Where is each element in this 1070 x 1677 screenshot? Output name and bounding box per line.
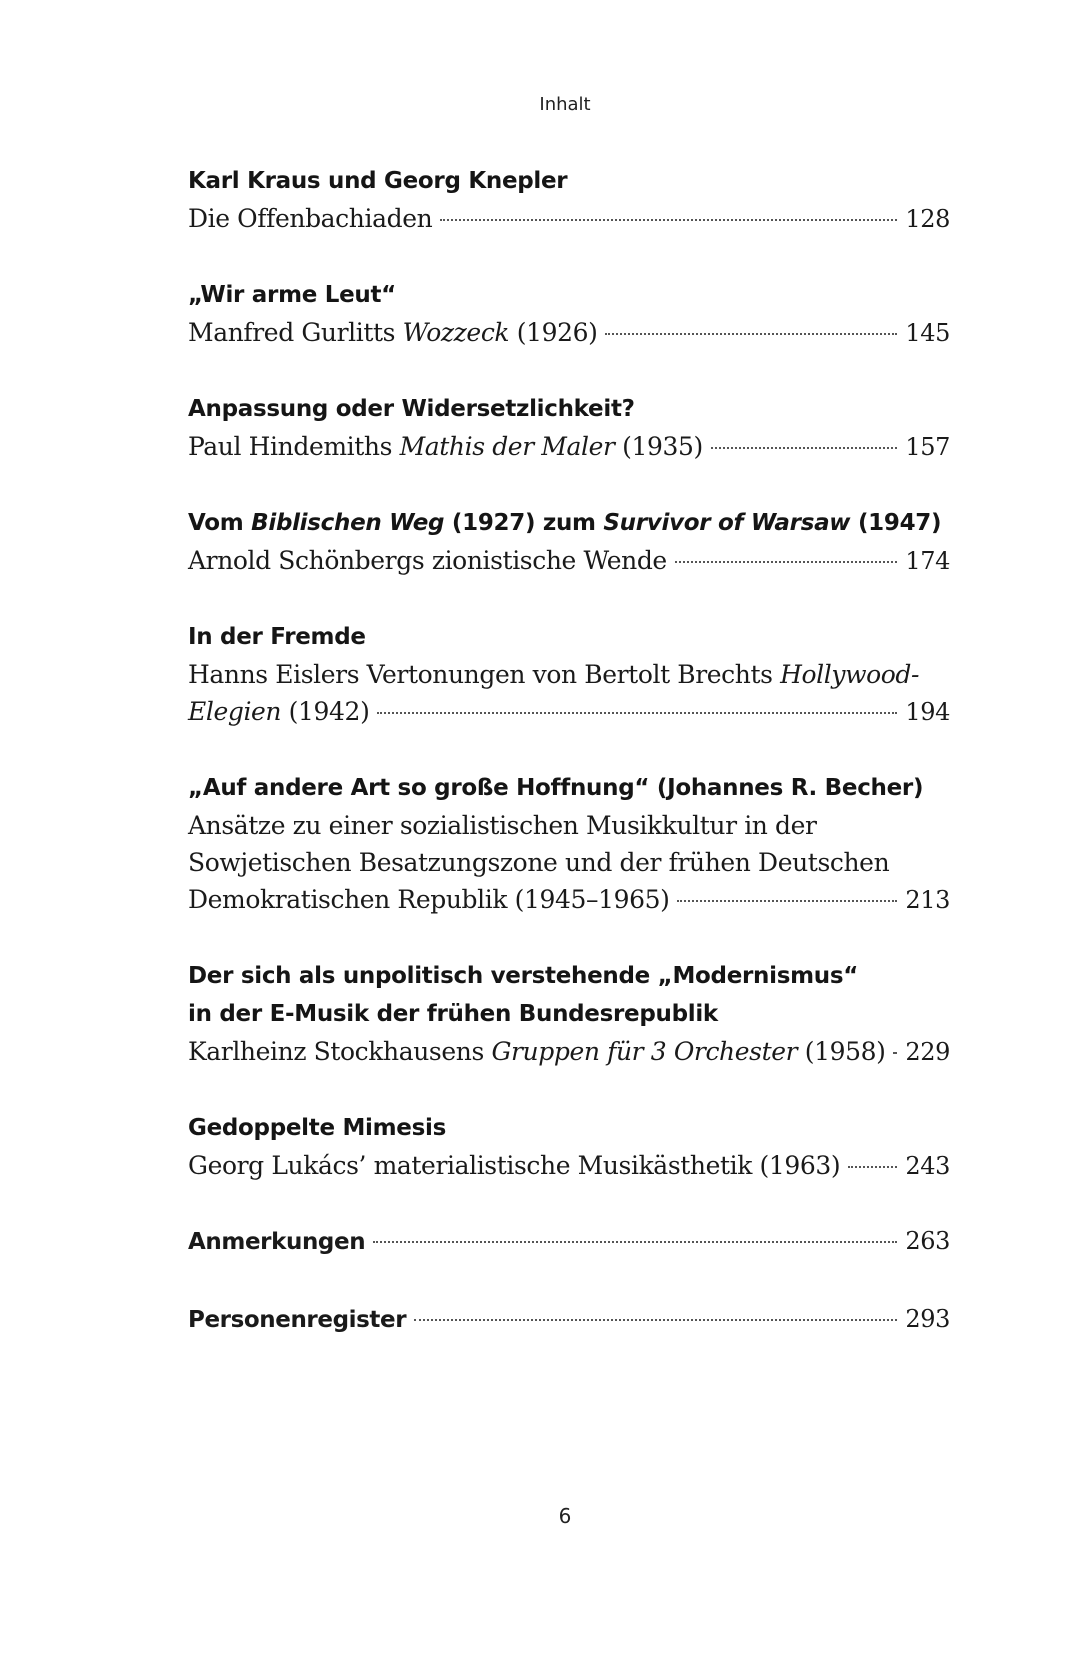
page-number: 174: [905, 547, 950, 575]
page-number: 145: [905, 319, 950, 347]
toc-entry: [188, 276, 950, 352]
entry-heading: Anpassung oder Widersetzlichkeit?: [188, 396, 635, 422]
entry-heading: „Wir arme Leut“: [188, 282, 396, 308]
dot-leader: [675, 561, 898, 563]
entry-title: Anmerkungen: [188, 1229, 366, 1255]
entry-title: Personenregister: [188, 1307, 407, 1333]
toc-entry: [188, 390, 950, 466]
running-head: Inhalt: [539, 94, 591, 115]
dot-leader: [893, 1052, 897, 1054]
entry-heading: In der Fremde: [188, 624, 366, 650]
dot-leader: [605, 333, 897, 335]
dot-leader: [440, 219, 897, 221]
toc-entry: [188, 618, 950, 731]
entry-heading: Gedoppelte Mimesis: [188, 1115, 446, 1141]
dot-leader: [373, 1241, 897, 1243]
entry-line: [188, 428, 950, 466]
entry-heading: „Auf andere Art so große Hoffnung“ (Johannes R. Becher): [188, 775, 924, 801]
dot-leader: [377, 712, 897, 714]
dot-leader: [414, 1319, 897, 1321]
page-number: 157: [905, 433, 950, 461]
page-number: 128: [905, 205, 950, 233]
toc-entry: [188, 504, 950, 580]
entry-line: [188, 1147, 950, 1185]
entry-subtitle-line: Sowjetischen Besatzungszone und der frühen Deutschen: [188, 848, 890, 877]
entry-title: Manfred Gurlitts Wozzeck (1926): [188, 318, 598, 347]
entry-heading-continued: in der E-Musik der frühen Bundesrepublik: [188, 1001, 718, 1027]
entry-heading: Vom Biblischen Weg (1927) zum Survivor of Warsaw (1947): [188, 510, 942, 536]
entry-heading: Karl Kraus und Georg Knepler: [188, 168, 568, 194]
toc-entry: [188, 957, 950, 1071]
entry-line: [188, 1033, 950, 1071]
entry-title: Paul Hindemiths Mathis der Maler (1935): [188, 432, 703, 461]
entry-line: [188, 542, 950, 580]
entry-title: Arnold Schönbergs zionistische Wende: [188, 546, 667, 575]
dot-leader: [848, 1166, 897, 1168]
entry-line: [188, 1223, 950, 1261]
entry-title: Demokratischen Republik (1945–1965): [188, 885, 670, 914]
page-number: 213: [905, 886, 950, 914]
entry-title: Karlheinz Stockhausens Gruppen für 3 Orchester (1958): [188, 1037, 886, 1066]
toc-entry: [188, 162, 950, 238]
page-number: 243: [905, 1152, 950, 1180]
page-folio: 6: [558, 1504, 572, 1528]
entry-subtitle-line: Hanns Eislers Vertonungen von Bertolt Brechts Hollywood-: [188, 660, 920, 689]
entry-heading: Der sich als unpolitisch verstehende „Modernismus“: [188, 963, 859, 989]
table-of-contents: [188, 162, 950, 1379]
page-number: 293: [905, 1305, 950, 1333]
dot-leader: [677, 900, 897, 902]
entry-line: [188, 200, 950, 238]
entry-title: Georg Lukács’ materialistische Musikästhetik (1963): [188, 1151, 841, 1180]
entry-line: [188, 881, 950, 919]
dot-leader: [711, 447, 898, 449]
toc-entry-index: [188, 1301, 950, 1339]
page-number: 194: [905, 698, 950, 726]
page-number: 229: [905, 1038, 950, 1066]
entry-line: [188, 693, 950, 731]
toc-entry: [188, 1109, 950, 1185]
entry-subtitle-line: Ansätze zu einer sozialistischen Musikkultur in der: [188, 811, 817, 840]
toc-entry: [188, 769, 950, 919]
page-number: 263: [905, 1227, 950, 1255]
entry-line: [188, 314, 950, 352]
toc-entry-notes: [188, 1223, 950, 1261]
entry-line: [188, 1301, 950, 1339]
entry-title: Die Offenbachiaden: [188, 204, 433, 233]
entry-title: Elegien (1942): [188, 697, 370, 726]
